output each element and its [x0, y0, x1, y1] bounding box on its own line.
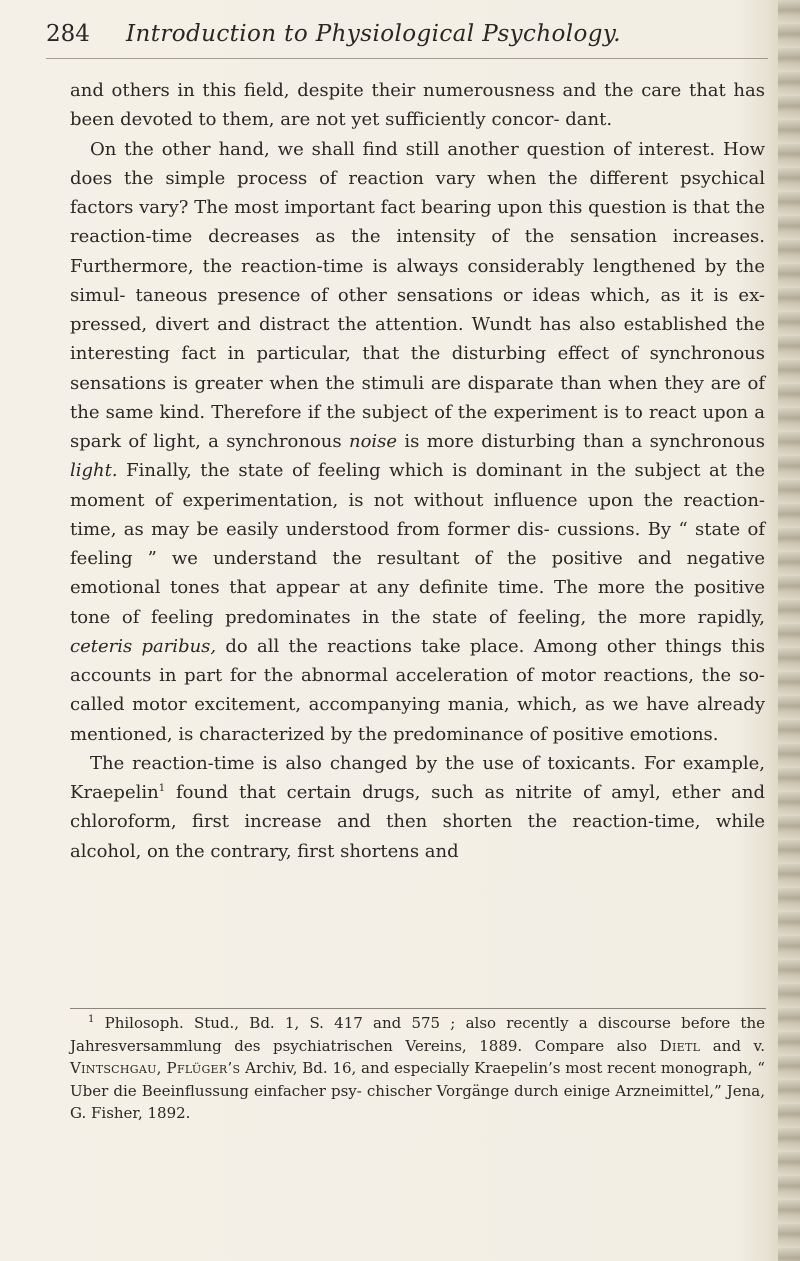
- paragraph-text: On the other hand, we shall find still another question of interest. How does the simple process of reaction vary when the different psychical factors vary? The most important fact bearing upon this question is that the reaction-time decreases as the intensity of the sensation increases. Furthermore, the reaction-time is always considerably lengthened by the simul- taneous presence of other sensations or ideas which, as it is ex- pressed, divert and distract the attention. Wundt has also established the interesting fact in particular, that the disturbing effect of synchronous sensations is greater when the stimuli are disparate than when they are of the same kind. Therefore if the subject of the experiment is to react upon a spark of light, a synchronous: [70, 138, 765, 452]
- italic-ceteris-paribus: ceteris paribus,: [70, 635, 217, 657]
- page-header: [46, 16, 766, 52]
- footnote: [70, 1012, 765, 1125]
- italic-word-light: light.: [70, 460, 118, 482]
- running-title: Introduction to Physiological Psychology.: [126, 21, 621, 47]
- page-edge-shadow: [778, 0, 800, 1261]
- paragraph-text: found that certain drugs, such as nitrite of amyl, ether and chloroform, first increase and then shorten the reaction-time, while alcohol, on the contrary, first shortens and: [70, 782, 765, 862]
- paragraph-text: do all the reactions take place. Among other things this accounts in part for the abnormal acceleration of motor reactions, the so-called motor excitement, accompanying mania, which, as we have already mentioned, is characterized by the predominance of positive emotions.: [70, 635, 765, 745]
- paragraph-toxicants: [70, 749, 765, 866]
- footnote-name-pfluger: Pflüger’s: [166, 1059, 241, 1077]
- paragraph-text: and others in this field, despite their numerousness and the care that has been devoted to them, are not yet sufficiently concor- dant.: [70, 80, 765, 131]
- footnote-name-vintschgau: Vintschgau,: [70, 1059, 162, 1077]
- paragraph-text: The reaction-time is also changed by the use of toxicants. For example, Kraepelin: [70, 752, 765, 803]
- paragraph-text: Finally, the state of feeling which is dominant in the subject at the moment of experimentation, is not without influence upon the reaction-time, as may be easily understood from former dis- cussions. By “ state of feeling ” we understand the resultant of the positive and negative emotional tones that appear at any definite time. The more the positive tone of feeling predominates in the state of feeling, the more rapidly,: [70, 460, 765, 628]
- paragraph-text: is more disturbing than a synchronous: [404, 431, 765, 452]
- body-text: [70, 76, 765, 866]
- footnote-reference: 1: [158, 783, 166, 794]
- page-number: 284: [46, 21, 90, 47]
- italic-word-noise: noise: [348, 431, 398, 452]
- paragraph-continued: [70, 76, 765, 135]
- footnote-text: and v.: [712, 1036, 765, 1055]
- footnote-text: Philosoph. Stud., Bd. 1, S. 417 and 575 ; also recently a discourse before the Jahresversammlung des psychiatrischen Vereins, 1889. Compare also: [70, 1014, 765, 1055]
- header-rule: [46, 58, 768, 59]
- footnote-marker: 1: [88, 1014, 95, 1025]
- footnote-rule: [70, 1008, 766, 1009]
- footnote-text: Archiv, Bd. 16, and especially Kraepelin’s most recent monograph, “ Uber die Beeinflussung einfacher psy- chischer Vorgänge durch einige Arzneimittel,” Jena, G. Fisher, 1892.: [70, 1059, 765, 1122]
- footnote-name-dietl: Dietl: [659, 1036, 701, 1055]
- paragraph-reaction-factors: [70, 135, 765, 749]
